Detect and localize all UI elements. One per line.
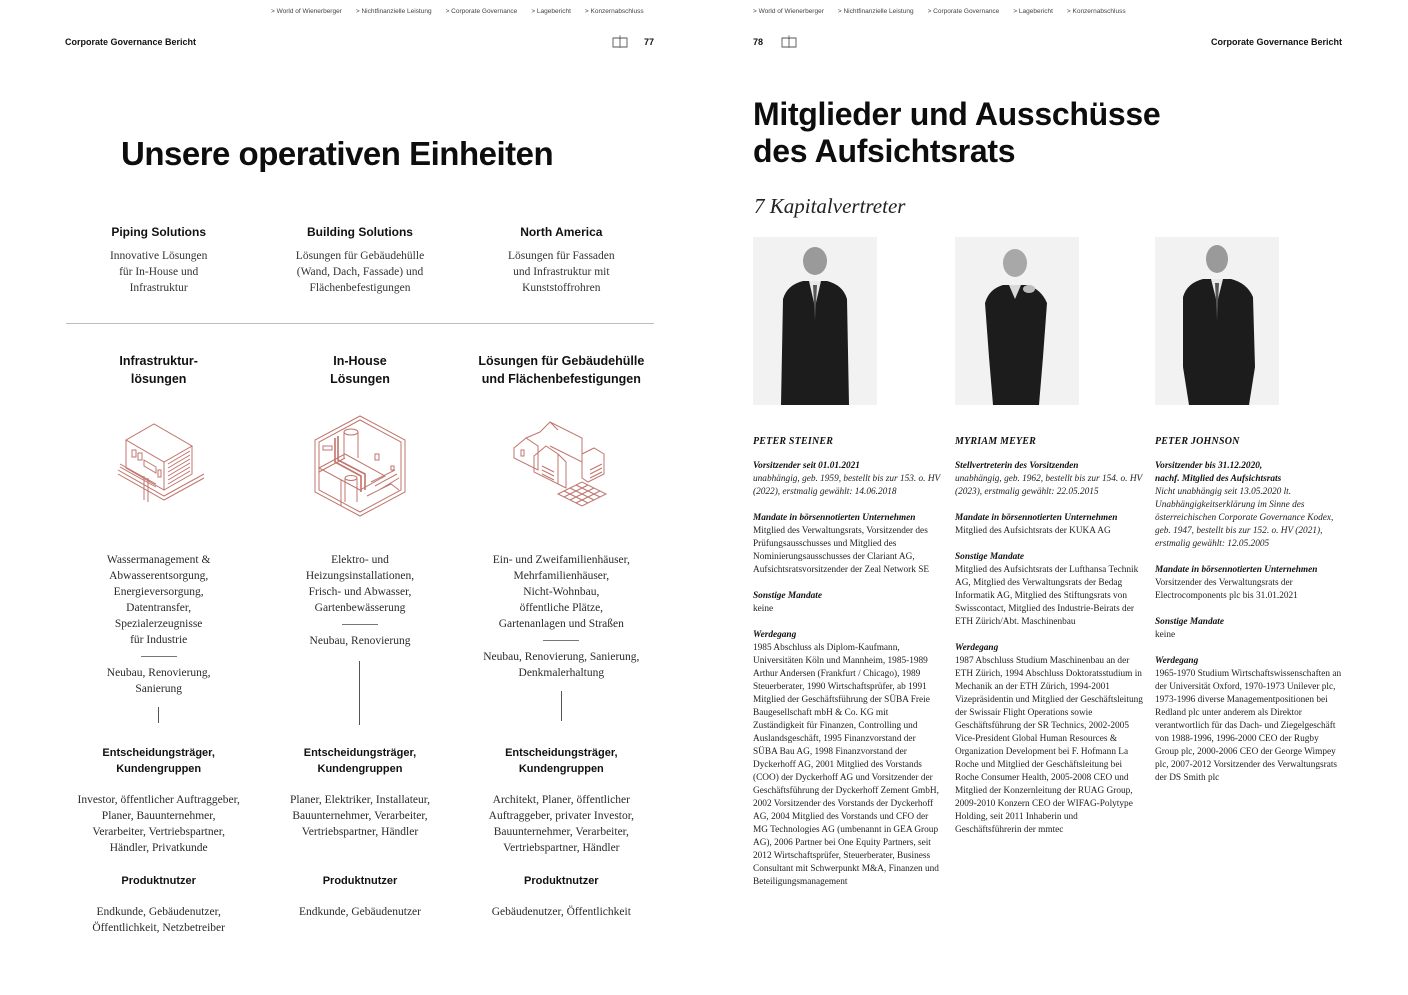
nav-lagebericht[interactable]: > Lagebericht — [1013, 8, 1053, 15]
member-role: Vorsitzender bis 31.12.2020, nachf. Mitglied des Aufsichtsrats Nicht unabhängig seit 13.05.2020 lt. Unabhängigkeitserklärung im Sinne des österreichischen Corporate Governance Kodex, geb. 1947, bestellt bis zur 152. o. HV (2021), erstmalig gewählt: 12.05.2005 — [1155, 461, 1334, 549]
illustrations-row — [58, 410, 662, 520]
listed-mandates: Mandate in börsennotierten Unternehmen Mitglied des Verwaltungsrats, Vorsitzender des Prüfungsausschusses und Mitglied des Nominierungsausschusses der Clariant AG, Aufsichtsratsvorsitzender der Zeal Network SE — [753, 513, 930, 575]
person-silhouette-icon — [1155, 237, 1279, 405]
segment-piping-solutions: Piping Solutions Innovative Lösungen für In-House und Infrastruktur — [109, 225, 208, 294]
unit-title-gebaeudehuelle: Lösungen für Gebäudehülle und Flächenbefestigungen — [478, 354, 645, 386]
career: Werdegang 1987 Abschluss Studium Maschinenbau an der ETH Zürich, 1994 Abschluss Doktoratsstudium in Mechanik an der ETH Zürich, 1994-2001 Vizepräsidentin und Mitglied der Geschäftsleitung der Swissair Flight Operations sowie Geschäftsführung der SR Technics, 2002-2005 Vice-President Global Human Resources & Organization Development bei F. Hofmann La Roche und Mitglied der Geschäftsleitung bei Roche Consumer Health, 2005-2008 CEO und Mitglied der Konzernleitung der RUAG Group, 2009-2010 Konzern CEO der WIFAG-Polytype Holding, seit 2011 Inhaberin und Geschäftsführerin der mmtec — [955, 643, 1143, 835]
nav-konzernabschluss[interactable]: > Konzernabschluss — [1066, 8, 1126, 15]
connector-line — [359, 661, 360, 725]
page-number: 77 — [644, 37, 655, 47]
other-mandates: Sonstige Mandate keine — [753, 591, 822, 614]
career: Werdegang 1985 Abschluss als Diplom-Kaufmann, Universitäten Köln und Mannheim, 1985-1989 Arthur Andersen (Frankfurt / Chicago), 1989 Steuerberater, 1990 Wirtschaftsprüfer, ab 1991 Mitglied der Geschäftsführung der SÜBA Freie Baugesellschaft mbH & Co. KG mit Zuständigkeit für Finanzen, Controlling und Auslandsgeschäft, 1995 Finanzvorstand der SÜBA Bau AG, 1998 Finanzvorstand der Dyckerhoff AG, 2001 Mitglied des Vorstands (COO) der Dyckerhoff AG und Vorsitzender der Geschäftsführung der Dyckerhoff Zement GmbH, 2002 Vorsitzender des Vorstands der Dyckerhoff AG, 2004 Mitglied des Vorstands und CFO der MG Technologies AG (umbenannt in GEA Group AG), 2006 Partner bei One Equity Partners, seit 2012 Wirtschaftsprüfer, Steuerberater, Business Consultant mit Schwerpunkt M&A, Finanzen und Beteiligungsmanagement — [753, 630, 939, 887]
member-myriam-meyer: MYRIAM MEYER Stellvertreterin des Vorsitzenden unabhängig, geb. 1962, bestellt bis zur 154. o. HV (2023), erstmalig gewählt: 22.05.2015 Mandate in börsennotierten Unternehmen Mitglied des Aufsichtsrats der KUKA AG Sonstige Mandate Mitglied des Aufsichtsrats der Lufthansa Technik AG, Mitglied des Verwaltungsrats der Bedag Informatik AG, Mitglied des Stiftungsrats von Swisscontact, Mitglied des Industrie-Beirats der ETH Zürich/Abt. Maschinenbau Werdegang 1987 Abschluss Studium Maschinenbau an der ETH Zürich, 1994 Abschluss Doktoratsstudium in Mechanik an der ETH Zürich, 1994-2001 Vizepräsidentin und Mitglied der Geschäftsleitung der Swissair Flight Operations sowie Geschäftsführung der SR Technics, 2002-2005 Vice-President Global Human Resources & Organization Development bei F. Hofmann La Roche und Mitglied der Geschäftsleitung bei Roche Consumer Health, 2005-2008 CEO und Mitglied der Konzernleitung der RUAG Group, 2009-2010 Konzern CEO der WIFAG-Polytype Holding, seit 2011 Inhaberin und Geschäftsführerin der mmtec — [955, 237, 1143, 837]
portrait-photo — [1155, 237, 1279, 405]
units-row — [58, 352, 662, 388]
nav-corporate-governance[interactable]: > Corporate Governance — [927, 8, 1000, 15]
infrastructure-building-icon — [104, 410, 214, 520]
short-rule — [141, 656, 177, 657]
section-divider — [66, 323, 654, 324]
listed-mandates: Mandate in börsennotierten Unternehmen Vorsitzender des Verwaltungsrats der Electrocomponents plc bis 31.01.2021 — [1155, 565, 1318, 601]
segment-north-america: North America Lösungen für Fassaden und Infrastruktur mit Kunststoffrohren — [507, 225, 615, 294]
running-title: Corporate Governance Bericht — [1210, 37, 1342, 47]
person-silhouette-icon — [753, 237, 877, 405]
unit-title-infrastruktur: Infrastruktur- lösungen — [119, 354, 198, 386]
short-rule — [543, 640, 579, 641]
member-role: Stellvertreterin des Vorsitzenden unabhängig, geb. 1962, bestellt bis zur 154. o. HV (2023), erstmalig gewählt: 22.05.2015 — [955, 461, 1143, 497]
decision-makers-gebaeudehuelle: Entscheidungsträger, Kundengruppen Architekt, Planer, öffentlicher Auftraggeber, privater Investor, Bauunternehmer, Verarbeiter, Vertriebspartner, Händler — [488, 747, 634, 854]
decision-makers-row — [58, 745, 662, 856]
running-title: Corporate Governance Bericht — [65, 37, 197, 47]
book-icon[interactable] — [612, 35, 628, 48]
decision-makers-infrastruktur: Entscheidungsträger, Kundengruppen Investor, öffentlicher Auftraggeber, Planer, Bauunternehmer, Verarbeiter, Vertriebspartner, Händler, Privatkunde — [77, 747, 240, 854]
decision-makers-in-house: Entscheidungsträger, Kundengruppen Planer, Elektriker, Installateur, Bauunternehmer, Verarbeiter, Vertriebspartner, Händler — [289, 747, 431, 838]
nav-world-of-wienerberger[interactable]: > World of Wienerberger — [271, 8, 342, 15]
nav-world-of-wienerberger[interactable]: > World of Wienerberger — [753, 8, 824, 15]
product-users-row — [58, 873, 662, 936]
nav-nichtfinanzielle-leistung[interactable]: > Nichtfinanzielle Leistung — [837, 8, 914, 15]
member-peter-steiner: PETER STEINER Vorsitzender seit 01.01.2021 unabhängig, geb. 1959, bestellt bis zur 153. o. HV (2022), erstmalig gewählt: 14.06.2018 Mandate in börsennotierten Unternehmen Mitglied des Verwaltungsrats, Vorsitzender des Prüfungsausschusses und Mitglied des Nominierungsausschusses der Clariant AG, Aufsichtsratsvorsitzender der Zeal Network SE Sonstige Mandate keine Werdegang 1985 Abschluss als Diplom-Kaufmann, Universitäten Köln und Mannheim, 1985-1989 Arthur Andersen (Frankfurt / Chicago), 1989 Steuerberater, 1990 Wirtschaftsprüfer, ab 1991 Mitglied der Geschäftsführung der SÜBA Freie Baugesellschaft mbH & Co. KG mit Zuständigkeit für Finanzen, Controlling und Auslandsgeschäft, 1995 Finanzvorstand der SÜBA Bau AG, 1998 Finanzvorstand der Dyckerhoff AG, 2001 Mitglied des Vorstands (COO) der Dyckerhoff AG und Vorsitzender der Geschäftsführung der Dyckerhoff Zement GmbH, 2002 Vorsitzender des Vorstands der Dyckerhoff AG, 2004 Mitglied des Vorstands und CFO der MG Technologies AG (umbenannt in GEA Group AG), 2006 Partner bei One Equity Partners, seit 2012 Wirtschaftsprüfer, Steuerberater, Business Consultant mit Schwerpunkt M&A, Finanzen und Beteiligungsmanagement — [753, 237, 941, 889]
book-icon[interactable] — [781, 35, 797, 48]
section-nav — [271, 8, 644, 15]
connector-line — [561, 691, 562, 721]
other-mandates: Sonstige Mandate keine — [1155, 617, 1224, 640]
in-house-cutaway-icon — [305, 410, 415, 520]
listed-mandates: Mandate in börsennotierten Unternehmen Mitglied des Aufsichtsrats der KUKA AG — [955, 513, 1118, 536]
segments-row — [58, 225, 662, 296]
page-subtitle: 7 Kapitalvertreter — [754, 194, 906, 218]
applications-gebaeudehuelle: Ein- und Zweifamilienhäuser, Mehrfamilienhäuser, Nicht-Wohnbau, öffentliche Plätze, Gartenanlagen und Straßen Neubau, Renovierung, Sanierung, Denkmalerhaltung — [461, 552, 662, 725]
applications-row — [58, 552, 662, 725]
applications-in-house: Elektro- und Heizungsinstallationen, Frisch- und Abwasser, Gartenbewässerung Neubau, Renovierung — [259, 552, 460, 725]
page-78 — [704, 0, 1408, 995]
nav-corporate-governance[interactable]: > Corporate Governance — [445, 8, 518, 15]
other-mandates: Sonstige Mandate Mitglied des Aufsichtsrats der Lufthansa Technik AG, Mitglied des Verwaltungsrats der Bedag Informatik AG, Mitglied des Stiftungsrats von Swisscontact, Mitglied des Industrie-Beirats der ETH Zürich/Abt. Maschinenbau — [955, 552, 1139, 627]
houses-paving-icon — [506, 410, 616, 520]
product-users-gebaeudehuelle: Produktnutzer Gebäudenutzer, Öffentlichkeit — [491, 875, 631, 918]
page-title: Mitglieder und Ausschüsse des Aufsichtsrats — [753, 96, 1161, 169]
nav-nichtfinanzielle-leistung[interactable]: > Nichtfinanzielle Leistung — [355, 8, 432, 15]
page-number: 78 — [753, 37, 764, 47]
product-users-infrastruktur: Produktnutzer Endkunde, Gebäudenutzer, Öffentlichkeit, Netzbetreiber — [92, 875, 225, 934]
product-users-in-house: Produktnutzer Endkunde, Gebäudenutzer — [299, 875, 421, 918]
portrait-photo — [753, 237, 877, 405]
person-silhouette-icon — [955, 237, 1079, 405]
segment-building-solutions: Building Solutions Lösungen für Gebäudehülle (Wand, Dach, Fassade) und Flächenbefestigungen — [295, 225, 425, 294]
nav-lagebericht[interactable]: > Lagebericht — [531, 8, 571, 15]
short-rule — [342, 624, 378, 625]
unit-title-in-house: In-House Lösungen — [330, 354, 390, 386]
member-role: Vorsitzender seit 01.01.2021 unabhängig, geb. 1959, bestellt bis zur 153. o. HV (2022), erstmalig gewählt: 14.06.2018 — [753, 461, 941, 497]
connector-line — [158, 707, 159, 723]
career: Werdegang 1965-1970 Studium Wirtschaftswissenschaften an der Universität Oxford, 1970-1973 Unilever plc, 1973-1996 diverse Managementpositionen bei Redland plc unter anderem als Direktor verantwortlich für das Dach- und Ziegelgeschäft von 1988-1996, 1996-2000 CEO der Rugby Group plc, 2000-2006 CEO der George Wimpey plc, 2007-2012 Vorsitzender des Verwaltungsrats der DS Smith plc — [1155, 656, 1342, 783]
nav-konzernabschluss[interactable]: > Konzernabschluss — [584, 8, 644, 15]
applications-infrastruktur: Wassermanagement & Abwasserentsorgung, Energieversorgung, Datentransfer, Spezialerzeugnisse für Industrie Neubau, Renovierung, Sanierung — [58, 552, 259, 725]
section-nav — [753, 8, 1126, 15]
member-peter-johnson: PETER JOHNSON Vorsitzender bis 31.12.2020, nachf. Mitglied des Aufsichtsrats Nicht unabhängig seit 13.05.2020 lt. Unabhängigkeitserklärung im Sinne des österreichischen Corporate Governance Kodex, geb. 1947, bestellt bis zur 152. o. HV (2021), erstmalig gewählt: 12.05.2005 Mandate in börsennotierten Unternehmen Vorsitzender des Verwaltungsrats der Electrocomponents plc bis 31.01.2021 Sonstige Mandate keine Werdegang 1965-1970 Studium Wirtschaftswissenschaften an der Universität Oxford, 1970-1973 Unilever plc, 1973-1996 diverse Managementpositionen bei Redland plc unter anderem als Direktor verantwortlich für das Dach- und Ziegelgeschäft von 1988-1996, 1996-2000 CEO der Rugby Group plc, 2000-2006 CEO der George Wimpey plc, 2007-2012 Vorsitzender des Verwaltungsrats der DS Smith plc — [1155, 237, 1343, 785]
page-title: Unsere operativen Einheiten — [121, 135, 554, 172]
portrait-photo — [955, 237, 1079, 405]
